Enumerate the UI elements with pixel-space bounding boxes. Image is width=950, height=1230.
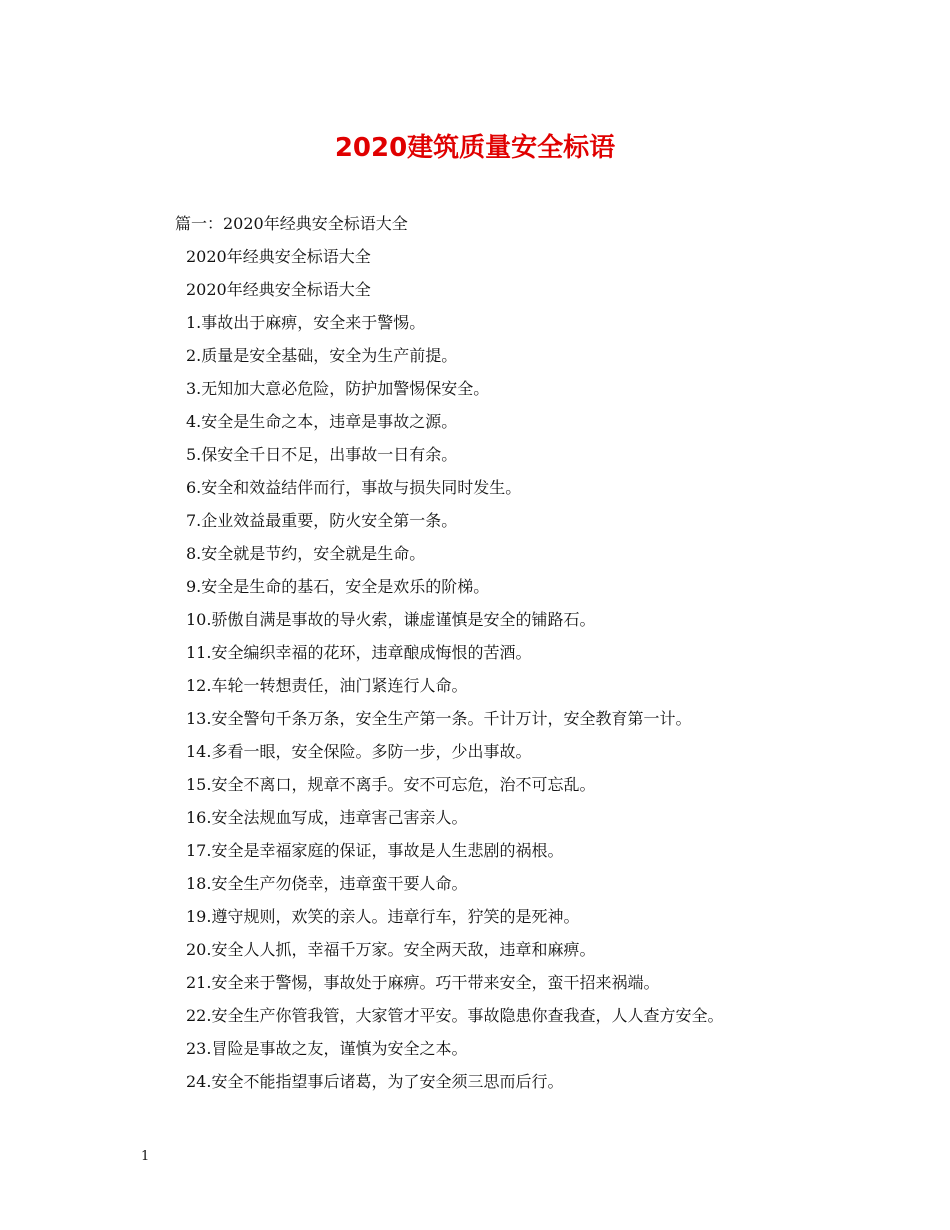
slogan-item: 9.安全是生命的基石，安全是欢乐的阶梯。 bbox=[186, 577, 490, 596]
slogan-item: 15.安全不离口，规章不离手。安不可忘危，治不可忘乱。 bbox=[186, 775, 596, 794]
slogan-item: 7.企业效益最重要，防火安全第一条。 bbox=[186, 511, 458, 530]
slogan-item: 16.安全法规血写成，违章害己害亲人。 bbox=[186, 808, 468, 827]
slogan-item: 4.安全是生命之本，违章是事故之源。 bbox=[186, 412, 458, 431]
page-number: 1 bbox=[141, 1149, 150, 1164]
subheading: 2020年经典安全标语大全 bbox=[186, 280, 371, 299]
document-title: 2020建筑质量安全标语 bbox=[334, 133, 616, 163]
slogan-item: 8.安全就是节约，安全就是生命。 bbox=[186, 544, 426, 563]
slogan-item: 10.骄傲自满是事故的导火索，谦虚谨慎是安全的铺路石。 bbox=[186, 610, 596, 629]
slogan-item: 23.冒险是事故之友，谨慎为安全之本。 bbox=[186, 1039, 468, 1058]
slogan-item: 18.安全生产勿侥幸，违章蛮干要人命。 bbox=[186, 874, 468, 893]
subheading: 2020年经典安全标语大全 bbox=[186, 247, 371, 266]
slogan-item: 11.安全编织幸福的花环，违章酿成悔恨的苦酒。 bbox=[186, 643, 532, 662]
slogan-item: 22.安全生产你管我管，大家管才平安。事故隐患你查我查，人人查方安全。 bbox=[186, 1006, 724, 1025]
slogan-item: 5.保安全千日不足，出事故一日有余。 bbox=[186, 445, 458, 464]
slogan-item: 2.质量是安全基础，安全为生产前提。 bbox=[186, 346, 458, 365]
slogan-item: 12.车轮一转想责任，油门紧连行人命。 bbox=[186, 676, 468, 695]
slogan-item: 17.安全是幸福家庭的保证，事故是人生悲剧的祸根。 bbox=[186, 841, 564, 860]
slogan-item: 1.事故出于麻痹，安全来于警惕。 bbox=[186, 313, 426, 332]
slogan-item: 24.安全不能指望事后诸葛，为了安全须三思而后行。 bbox=[186, 1072, 564, 1091]
slogan-item: 21.安全来于警惕，事故处于麻痹。巧干带来安全，蛮干招来祸端。 bbox=[186, 973, 660, 992]
slogan-item: 13.安全警句千条万条，安全生产第一条。千计万计，安全教育第一计。 bbox=[186, 709, 692, 728]
slogan-item: 6.安全和效益结伴而行，事故与损失同时发生。 bbox=[186, 478, 522, 497]
slogan-item: 19.遵守规则，欢笑的亲人。违章行车，狞笑的是死神。 bbox=[186, 907, 580, 926]
document-body bbox=[0, 207, 950, 1098]
slogan-item: 14.多看一眼，安全保险。多防一步，少出事故。 bbox=[186, 742, 532, 761]
section-heading: 篇一：2020年经典安全标语大全 bbox=[175, 214, 408, 233]
slogan-item: 20.安全人人抓，幸福千万家。安全两天敌，违章和麻痹。 bbox=[186, 940, 596, 959]
slogan-item: 3.无知加大意必危险，防护加警惕保安全。 bbox=[186, 379, 490, 398]
